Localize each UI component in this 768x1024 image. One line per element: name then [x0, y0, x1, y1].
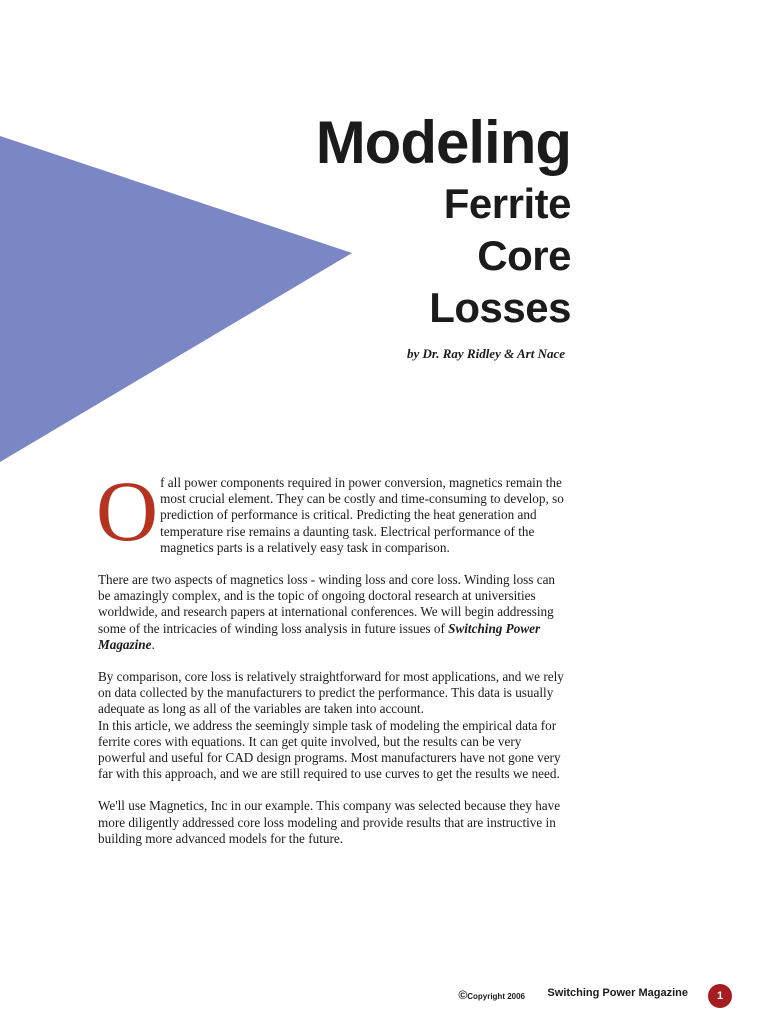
paragraph-2-end: . [151, 636, 155, 652]
title-line-losses: Losses [429, 284, 571, 331]
title-line-ferrite: Ferrite [443, 180, 571, 227]
footer-magazine-name: Switching Power Magazine [547, 987, 688, 999]
drop-cap: O [96, 463, 159, 559]
title-line-modeling: Modeling [315, 109, 571, 176]
page-number-badge: 1 [708, 984, 732, 1008]
copyright-symbol: © [458, 988, 468, 1002]
paragraph-2-text: There are two aspects of magnetics loss - winding loss and core loss. Winding loss can be amazingly complex, and is the topic of ongoing doctoral research at universities worldwide, and research papers at international conferences. We will begin addressing some of the intricacies of winding loss analysis in future issues of [98, 572, 556, 636]
triangle-shape [0, 136, 352, 462]
author-byline: by Dr. Ray Ridley & Art Nace [406, 346, 565, 361]
paragraph-1 [96, 463, 570, 559]
article-title [316, 108, 571, 334]
paragraph-3-text-b: In this article, we address the seemingly simple task of modeling the empirical data for ferrite cores with equations. It can get quite involved, but the results can be very powerful and useful for CAD design programs. Most manufacturers have not gone very far with this approach, and we are still required to use curves to get the results we need. [98, 717, 561, 782]
copyright-text: Copyright 2006 [467, 992, 525, 1001]
paragraph-3 [98, 669, 570, 782]
paragraph-4-text: We'll use Magnetics, Inc in our example. This company was selected because they have more diligently addressed core loss modeling and provide results that are instructive in building more advanced models for the future. [98, 798, 561, 846]
title-line-core: Core [477, 232, 571, 279]
page-footer [0, 984, 768, 1008]
copyright-notice [458, 988, 525, 1002]
paragraph-1-text: f all power components required in power conversion, magnetics remain the most crucial element. They can be costly and time-consuming to develop, so prediction of performance is critical. Predicting the heat generation and temperature rise remains a daunting task. Electrical performance of the magnetics parts is a relatively easy task in comparison. [160, 475, 564, 555]
article-body [96, 463, 570, 863]
paragraph-4 [98, 798, 570, 847]
paragraph-3-text-a: By comparison, core loss is relatively straightforward for most applications, and we rely on data collected by the manufacturers to predict the performance. This data is usually adequate as long as all of the variables are taken into account. [98, 669, 564, 717]
publication-name: Switching Power Magazine [98, 620, 541, 652]
paragraph-2 [98, 572, 570, 653]
